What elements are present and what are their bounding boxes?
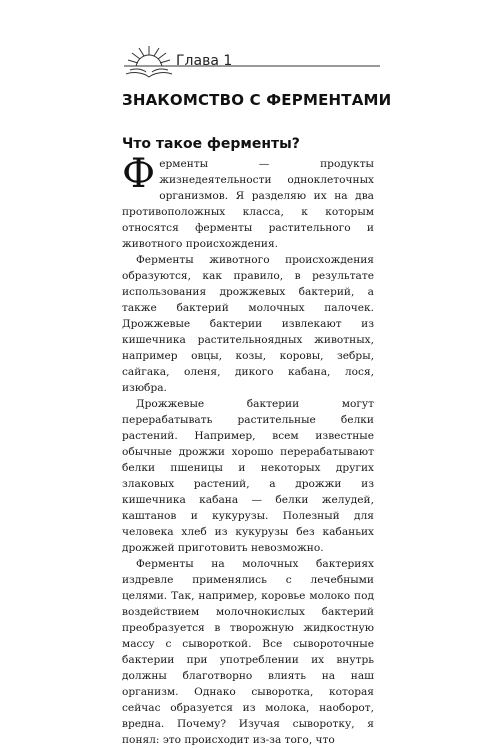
paragraph: Ферменты на молочных бактериях издревле применялись с лечебными целями. Так, например, коровье молоко под воздействием молочнокислых бактерий преобразуется в творожную жидкостную массу с сывороткой. Все сывороточные бактерии при употреблении их внутрь должны благотворно влиять на наш организм. Однако сыворотка, которая сейчас образуется из молока, наоборот, вредна. Почему? Изучая сыворотку, я понял: это происходит из-за того, что [122, 558, 374, 746]
sunburst-ornament-icon [122, 44, 382, 80]
body-text [122, 151, 374, 748]
chapter-header [122, 44, 382, 80]
paragraph-text: ерменты — продукты жизнедеятельности одноклеточных организмов. Я разделяю их на два противоположных класса, к которым относятся ферменты растительного и животного происхождения. [122, 158, 374, 250]
chapter-title: ЗНАКОМСТВО С ФЕРМЕНТАМИ [122, 91, 392, 109]
chapter-label: Глава 1 [176, 53, 233, 69]
drop-cap: Ф [122, 151, 156, 197]
paragraph: Дрожжевые бактерии могут перерабатывать растительные белки растений. Например, всем известные обычные дрожжи хорошо перерабатывают белки пшеницы и некоторых других злаковых растений, а дрожжи из кишечника кабана — белки желудей, каштанов и кукурузы. Полезный для человека хлеб из кукурузы без кабаньих дрожжей приготовить невозможно. [122, 398, 374, 554]
section-title: Что такое ферменты? [122, 136, 300, 152]
paragraph: Ферменты животного происхождения образуются, как правило, в результате использования дрожжевых бактерий, а также бактерий молочных палочек. Дрожжевые бактерии извлекают из кишечника растительноядных животных, например овцы, козы, коровы, зебры, сайгака, оленя, дикого кабана, лося, изюбра. [122, 254, 374, 394]
paragraph [122, 151, 374, 252]
